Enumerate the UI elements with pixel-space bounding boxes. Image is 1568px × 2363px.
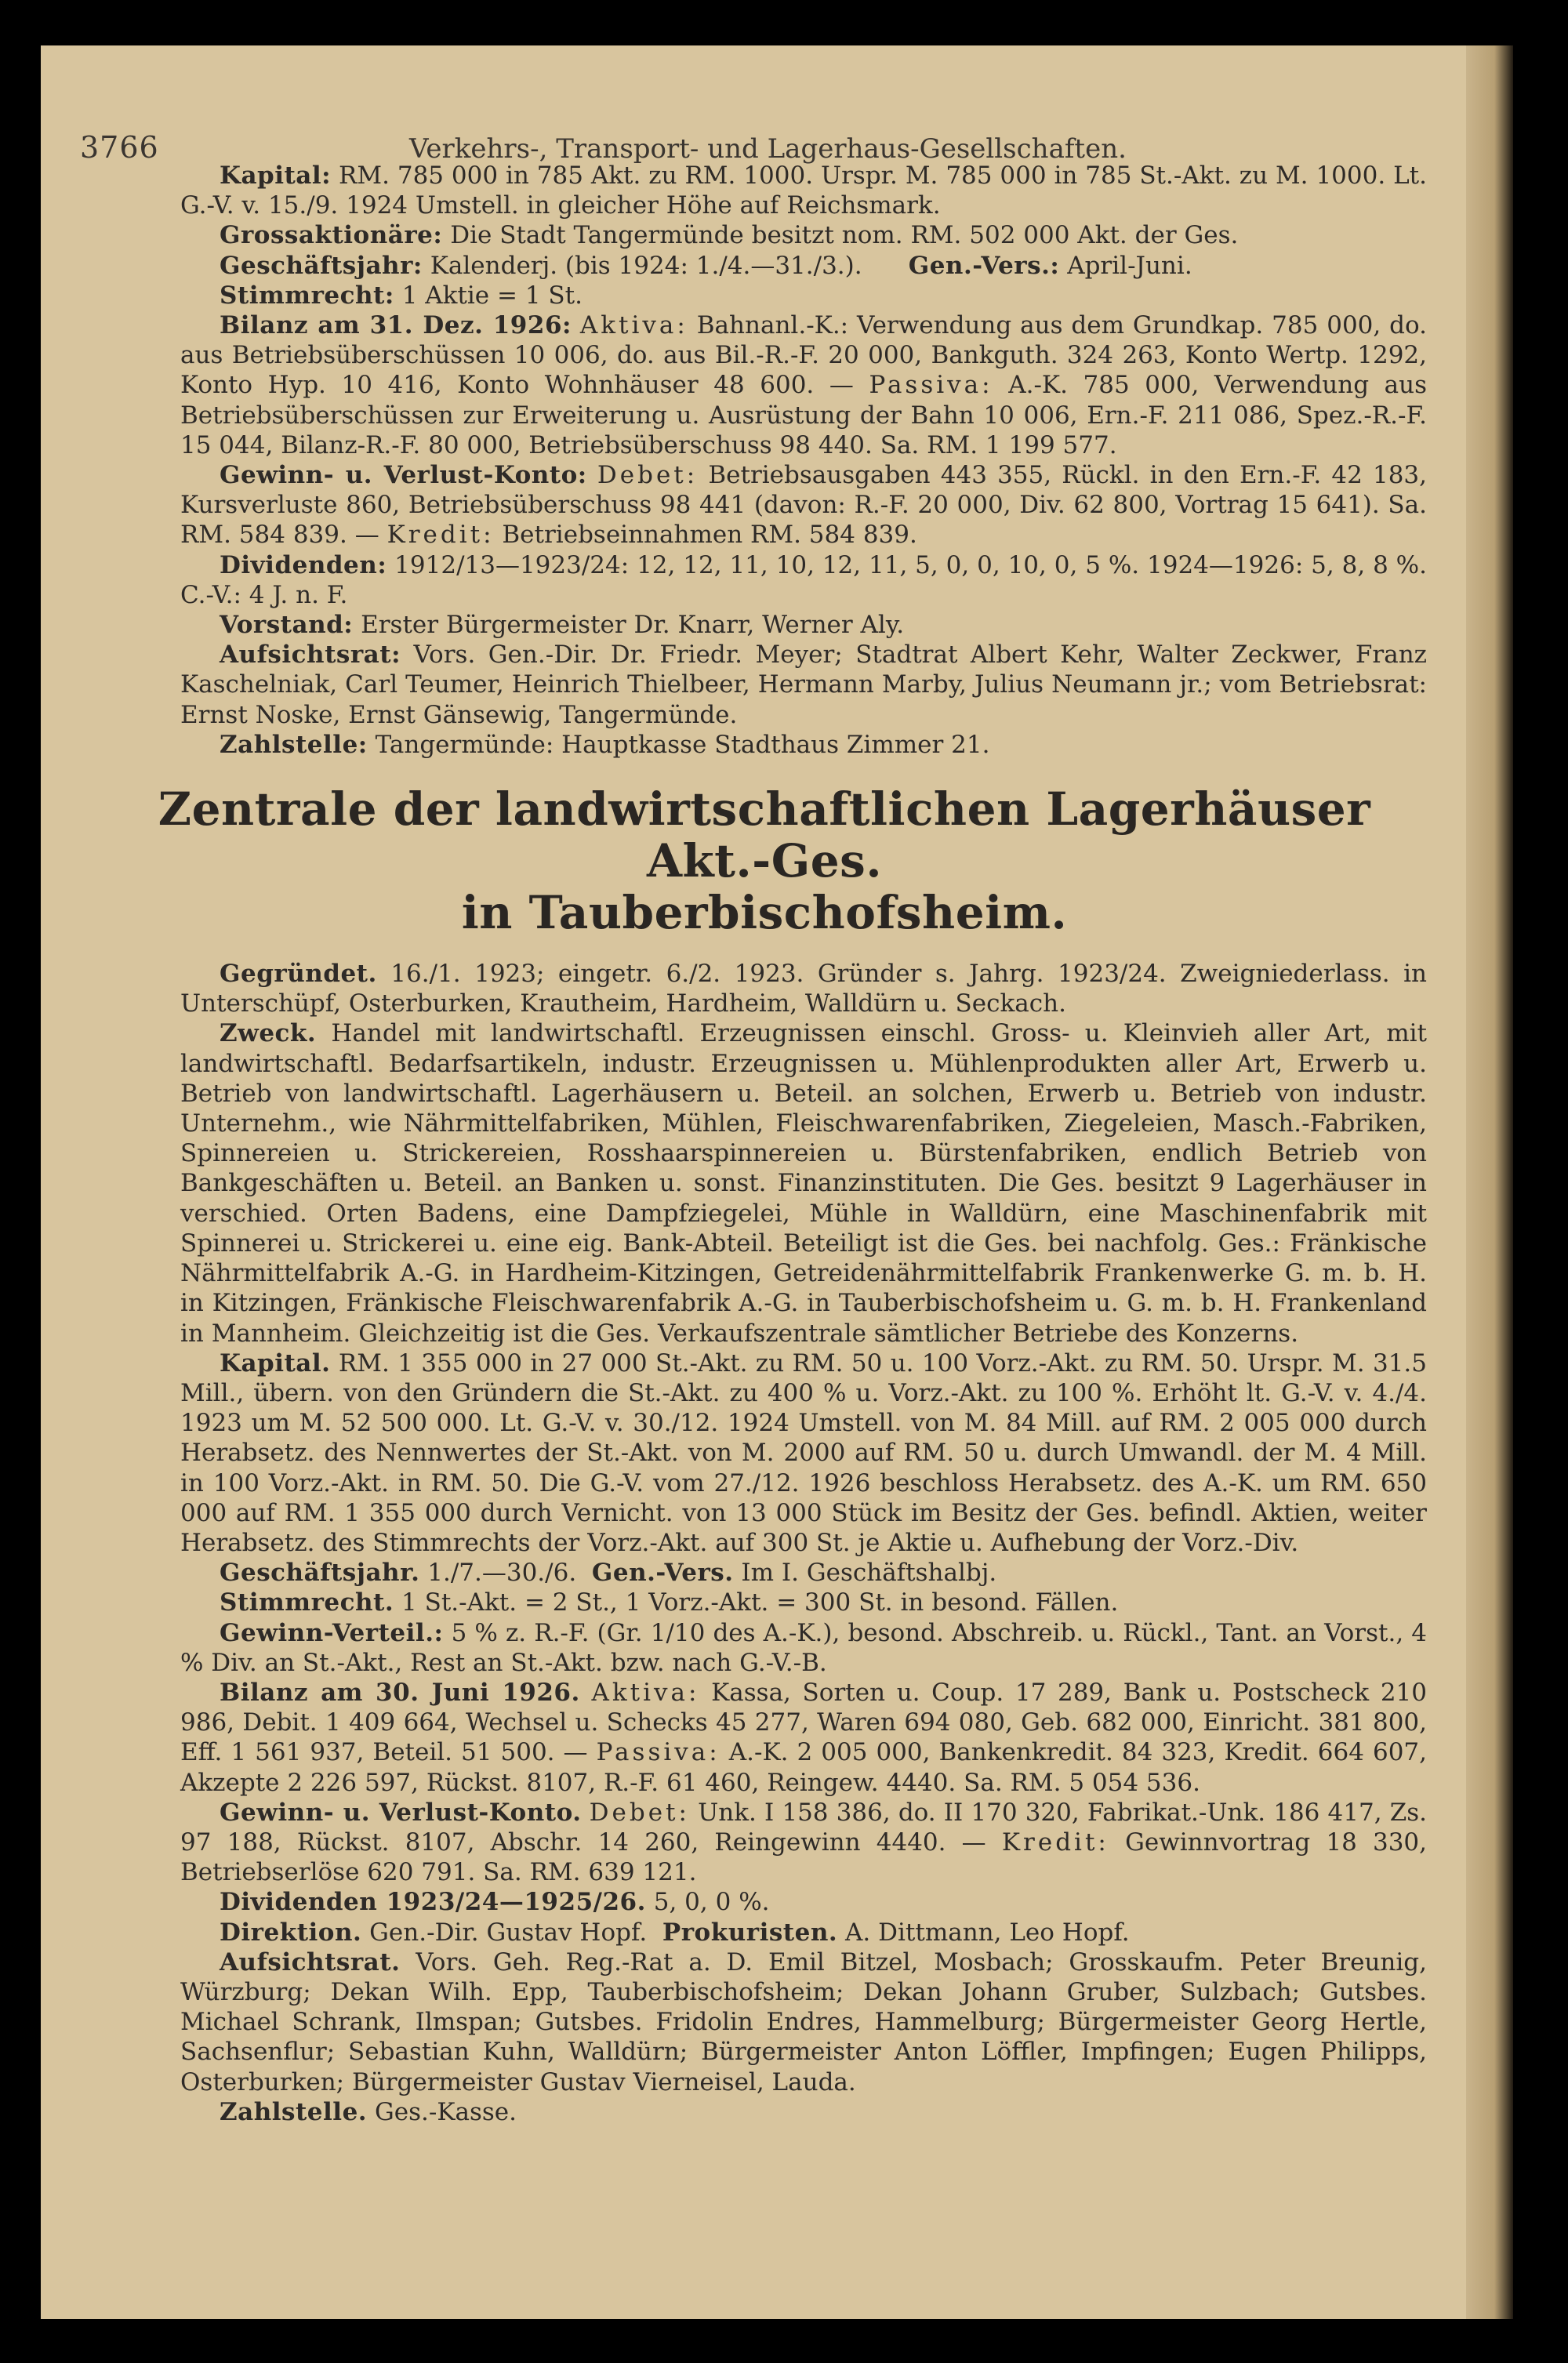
entry-kapital-2: Kapital. RM. 1 355 000 in 27 000 St.-Akt. zu RM. 50 u. 100 Vorz.-Akt. zu RM. 50. Urspr. M. 31.5 Mill., übern. von den Gründern die St.-Akt. zu 400 % u. Vorz.-Akt. zu 100 %. Erhöht lt. G.-V. v. 4./4. 1923 um M. 52 500 000. Lt. G.-V. v. 30./12. 1924 Umstell. von M. 84 Mill. auf RM. 2 005 000 durch Herabsetz. des Nennwertes der St.-Akt. von M. 2000 auf RM. 50 u. durch Umwandl. der M. 4 Mill. in 100 Vorz.-Akt. in RM. 50. Die G.-V. vom 27./12. 1926 beschloss Herabsetz. des A.-K. um RM. 650 000 auf RM. 1 355 000 durch Vernicht. von 13 000 Stück im Besitz der Ges. befindl. Aktien, weiter Herabsetz. des Stimmrechts der Vorz.-Akt. auf 300 St. je Aktie u. Aufhebung der Vorz.-Div. (180, 1348, 1428, 1557)
entry-zahlstelle: Zahlstelle: Tangermünde: Hauptkasse Stadthaus Zimmer 21. (220, 730, 990, 759)
page-number: 3766 (80, 130, 159, 165)
entry-gewinn: Gewinn- u. Verlust-Konto: Debet: Betriebsausgaben 443 355, Rückl. in den Ern.-F. 42 183, Kursverluste 860, Betriebsüberschuss 98 441 (davon: R.-F. 20 000, Div. 62 800, Vortrag 15 641). Sa. RM. 584 839. — Kredit: Betriebseinnahmen RM. 584 839. (180, 461, 1428, 550)
running-head (80, 130, 1444, 165)
entry-stimmrecht-2: Stimmrecht. 1 St.-Akt. = 2 St., 1 Vorz.-Akt. = 300 St. in besond. Fällen. (220, 1588, 1119, 1617)
entry-aufsichtsrat: Aufsichtsrat: Vors. Gen.-Dir. Dr. Friedr. Meyer; Stadtrat Albert Kehr, Walter Zeckwer, Franz Kaschelniak, Carl Teumer, Heinrich Thielbeer, Hermann Marby, Julius Neumann jr.; vom Betriebsrat: Ernst Noske, Ernst Gänsewig, Tangermünde. (180, 641, 1427, 729)
entry-vorstand: Vorstand: Erster Bürgermeister Dr. Knarr, Werner Aly. (220, 611, 905, 640)
company-title-line1: Zentrale der landwirtschaftlichen Lagerhäuser Akt.-Ges. (158, 782, 1371, 888)
page-content (158, 161, 1428, 2127)
entry-zahlstelle-2: Zahlstelle. Ges.-Kasse. (220, 2097, 517, 2126)
entry-geschaeftsjahr: Geschäftsjahr: Kalenderj. (bis 1924: 1./4.—31./3.). Gen.-Vers.: April-Juni. (220, 251, 1192, 280)
running-head-title: Verkehrs-, Transport- und Lagerhaus-Gesellschaften. (409, 133, 1127, 165)
entry-grossaktionaere: Grossaktionäre: Die Stadt Tangermünde besitzt nom. RM. 502 000 Akt. der Ges. (220, 221, 1239, 250)
entry-dividenden-2: Dividenden 1923/24—1925/26. 5, 0, 0 %. (220, 1888, 770, 1917)
entry-dividenden: Dividenden: 1912/13—1923/24: 12, 12, 11, 10, 12, 11, 5, 0, 0, 10, 0, 5 %. 1924—1926: 5, 8, 8 %. C.-V.: 4 J. n. F. (180, 550, 1427, 609)
entry-bilanz: Bilanz am 31. Dez. 1926: Aktiva: Bahnanl.-K.: Verwendung aus dem Grundkap. 785 000, do. aus Betriebsüberschüssen 10 006, do. aus Bil.-R.-F. 20 000, Bankguth. 324 263, Konto Wertp. 1292, Konto Hyp. 10 416, Konto Wohnhäuser 48 600. — Passiva: A.-K. 785 000, Verwendung aus Betriebsüberschüssen zur Erweiterung u. Ausrüstung der Bahn 10 006, Ern.-F. 211 086, Spez.-R.-F. 15 044, Bilanz-R.-F. 80 000, Betriebsüberschuss 98 440. Sa. RM. 1 199 577. (180, 311, 1428, 459)
entry-gewinnverteil: Gewinn-Verteil.: 5 % z. R.-F. (Gr. 1/10 des A.-K.), besond. Abschreib. u. Rückl., Tant. an Vorst., 4 % Div. an St.-Akt., Rest an St.-Akt. bzw. nach G.-V.-B. (180, 1618, 1427, 1677)
entry-direktion: Direktion. Gen.-Dir. Gustav Hopf. Prokuristen. A. Dittmann, Leo Hopf. (220, 1918, 1130, 1947)
entry-stimmrecht: Stimmrecht: 1 Aktie = 1 St. (220, 281, 583, 310)
entry-gegruendet: Gegründet. 16./1. 1923; eingetr. 6./2. 1923. Gründer s. Jahrg. 1923/24. Zweigniederlass. in Unterschüpf, Osterburken, Krautheim, Hardheim, Walldürn u. Seckach. (180, 960, 1428, 1018)
company-title (102, 783, 1427, 938)
entry-bilanz-2: Bilanz am 30. Juni 1926. Aktiva: Kassa, Sorten u. Coup. 17 289, Bank u. Postscheck 210 986, Debit. 1 409 664, Wechsel u. Schecks 45 277, Waren 694 080, Geb. 682 000, Einricht. 381 800, Eff. 1 561 937, Beteil. 51 500. — Passiva: A.-K. 2 005 000, Bankenkredit. 84 323, Kredit. 664 607, Akzepte 2 226 597, Rückst. 8107, R.-F. 61 460, Reingew. 4440. Sa. RM. 5 054 536. (180, 1678, 1428, 1797)
entry-gewinn-2: Gewinn- u. Verlust-Konto. Debet: Unk. I 158 386, do. II 170 320, Fabrikat.-Unk. 186 417, Zs. 97 188, Rückst. 8107, Abschr. 14 260, Reingewinn 4440. — Kredit: Gewinnvortrag 18 330, Betriebserlöse 620 791. Sa. RM. 639 121. (180, 1798, 1428, 1887)
page-edge (1466, 45, 1513, 2319)
entry-geschaeftsjahr-2: Geschäftsjahr. 1./7.—30./6. Gen.-Vers. Im I. Geschäftshalbj. (220, 1559, 997, 1588)
entry-kapital: Kapital: RM. 785 000 in 785 Akt. zu RM. 1000. Urspr. M. 785 000 in 785 St.-Akt. zu M. 1000. Lt. G.-V. v. 15./9. 1924 Umstell. in gleicher Höhe auf Reichsmark. (180, 162, 1427, 220)
entry-aufsichtsrat-2: Aufsichtsrat. Vors. Geh. Reg.-Rat a. D. Emil Bitzel, Mosbach; Grosskaufm. Peter Breunig, Würzburg; Dekan Wilh. Epp, Tauberbischofsheim; Dekan Johann Gruber, Sulzbach; Gutsbes. Michael Schrank, Ilmspan; Gutsbes. Fridolin Endres, Hammelburg; Bürgermeister Georg Hertle, Sachsenflur; Sebastian Kuhn, Walldürn; Bürgermeister Anton Löffler, Impfingen; Eugen Philipps, Osterburken; Bürgermeister Gustav Vierneisel, Lauda. (180, 1947, 1428, 2096)
company-title-line2: in Tauberbischofsheim. (461, 886, 1068, 940)
entry-zweck: Zweck. Handel mit landwirtschaftl. Erzeugnissen einschl. Gross- u. Kleinvieh aller Art, mit landwirtschaftl. Bedarfsartikeln, industr. Erzeugnissen u. Mühlenprodukten aller Art, Erwerb u. Betrieb von landwirtschaftl. Lagerhäusern u. Beteil. an solchen, Erwerb u. Betrieb von industr. Unternehm., wie Nährmittelfabriken, Mühlen, Fleischwarenfabriken, Ziegeleien, Masch.-Fabriken, Spinnereien u. Strickereien, Rosshaarspinnereien u. Bürstenfabriken, endlich Betrieb von Bankgeschäften u. Beteil. an Banken u. sonst. Finanzinstituten. Die Ges. besitzt 9 Lagerhäuser in verschied. Orten Badens, eine Dampfziegelei, Mühle in Walldürn, eine Maschinenfabrik mit Spinnerei u. Strickerei u. eine eig. Bank-Abteil. Beteiligt ist die Ges. bei nachfolg. Ges.: Fränkische Nährmittelfabrik A.-G. in Hardheim-Kitzingen, Getreidenährmittelfabrik Frankenwerke G. m. b. H. in Kitzingen, Fränkische Fleischwarenfabrik A.-G. in Tauberbischofsheim u. G. m. b. H. Frankenland in Mannheim. Gleichzeitig ist die Ges. Verkaufszentrale sämtlicher Betriebe des Konzerns. (180, 1019, 1428, 1348)
